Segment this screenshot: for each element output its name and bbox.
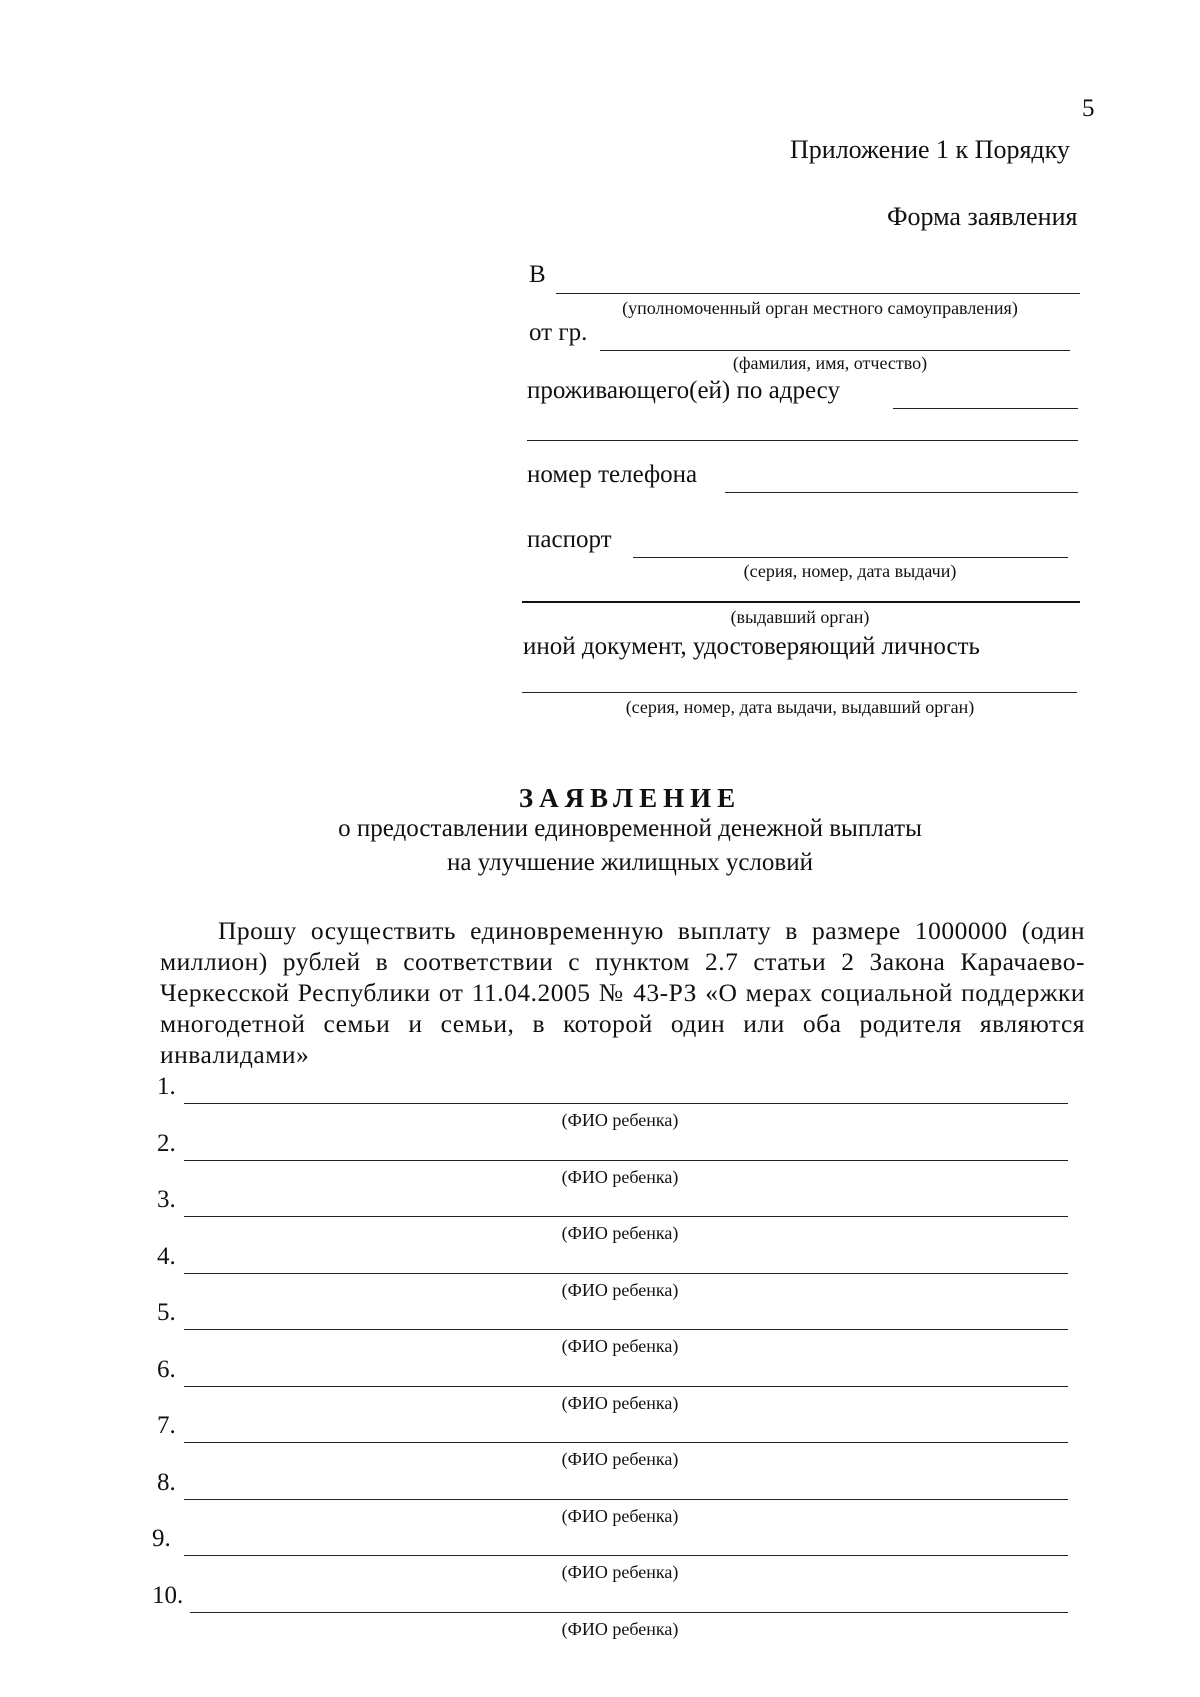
- other-doc-caption: (серия, номер, дата выдачи, выдавший орган): [625, 697, 975, 717]
- child-name-field[interactable]: [184, 1555, 1068, 1556]
- other-doc-field[interactable]: [522, 692, 1077, 693]
- child-number: 3.: [157, 1186, 176, 1213]
- child-name-field[interactable]: [184, 1160, 1068, 1161]
- from-field[interactable]: [600, 350, 1070, 351]
- child-name-caption: (ФИО ребенка): [561, 1392, 679, 1413]
- form-name: Форма заявления: [887, 202, 1078, 231]
- child-name-field[interactable]: [184, 1386, 1068, 1387]
- address-field[interactable]: [893, 408, 1078, 409]
- request-paragraph: Прошу осуществить единовременную выплату в размере 1000000 (один миллион) рублей в соответствии с пунктом 2.7 статьи 2 Закона Карачаево-Черкесской Республики от 11.04.2005 № 43-РЗ «О мерах социальной поддержки многодетной семьи и семьи, в которой один или оба родителя являются инвалидами»: [160, 916, 1085, 1069]
- child-name-caption: (ФИО ребенка): [561, 1223, 679, 1243]
- child-name-field[interactable]: [184, 1499, 1068, 1500]
- passport-caption: (серия, номер, дата выдачи): [743, 561, 957, 581]
- passport-field[interactable]: [633, 557, 1068, 558]
- issuer-field[interactable]: [522, 601, 1080, 603]
- appendix-label: Приложение 1 к Порядку: [790, 135, 1070, 164]
- child-number: 10.: [152, 1581, 184, 1609]
- child-name-field[interactable]: [184, 1273, 1068, 1274]
- phone-field[interactable]: [725, 492, 1078, 493]
- phone-label: номер телефона: [527, 461, 698, 488]
- child-number: 5.: [157, 1299, 176, 1326]
- child-number: 2.: [157, 1129, 176, 1157]
- to-label: В: [529, 261, 546, 288]
- child-name-caption: (ФИО ребенка): [561, 1505, 679, 1526]
- child-name-field[interactable]: [190, 1612, 1068, 1613]
- child-name-field[interactable]: [184, 1103, 1068, 1104]
- child-name-field[interactable]: [184, 1216, 1068, 1217]
- child-name-field[interactable]: [184, 1329, 1068, 1330]
- to-field[interactable]: [556, 293, 1080, 294]
- page-number: 5: [1082, 95, 1095, 122]
- document-subtitle-line2: на улучшение жилищных условий: [447, 849, 813, 876]
- child-number: 4.: [157, 1242, 176, 1270]
- child-number: 8.: [157, 1468, 176, 1496]
- child-name-caption: (ФИО ребенка): [561, 1279, 679, 1300]
- child-number: 7.: [157, 1412, 176, 1439]
- child-name-caption: (ФИО ребенка): [561, 1110, 679, 1130]
- passport-label: паспорт: [527, 526, 612, 553]
- child-name-field[interactable]: [184, 1442, 1068, 1443]
- child-number: 6.: [157, 1355, 176, 1383]
- to-caption: (уполномоченный орган местного самоуправления): [622, 298, 1018, 318]
- child-name-caption: (ФИО ребенка): [561, 1336, 679, 1356]
- document-subtitle-line1: о предоставлении единовременной денежной выплаты: [338, 815, 922, 842]
- child-name-caption: (ФИО ребенка): [561, 1618, 679, 1639]
- child-name-caption: (ФИО ребенка): [561, 1562, 679, 1582]
- issuer-caption: (выдавший орган): [730, 607, 870, 627]
- child-name-caption: (ФИО ребенка): [561, 1449, 679, 1469]
- from-caption: (фамилия, имя, отчество): [732, 353, 928, 373]
- address-field-line2[interactable]: [527, 440, 1078, 441]
- child-number: 1.: [157, 1073, 176, 1100]
- child-number: 9.: [152, 1525, 171, 1552]
- child-name-caption: (ФИО ребенка): [561, 1166, 679, 1187]
- address-label: проживающего(ей) по адресу: [527, 377, 840, 404]
- other-doc-label: иной документ, удостоверяющий личность: [523, 633, 980, 660]
- from-label: от гр.: [529, 319, 588, 346]
- document-title: ЗАЯВЛЕНИЕ: [518, 783, 742, 813]
